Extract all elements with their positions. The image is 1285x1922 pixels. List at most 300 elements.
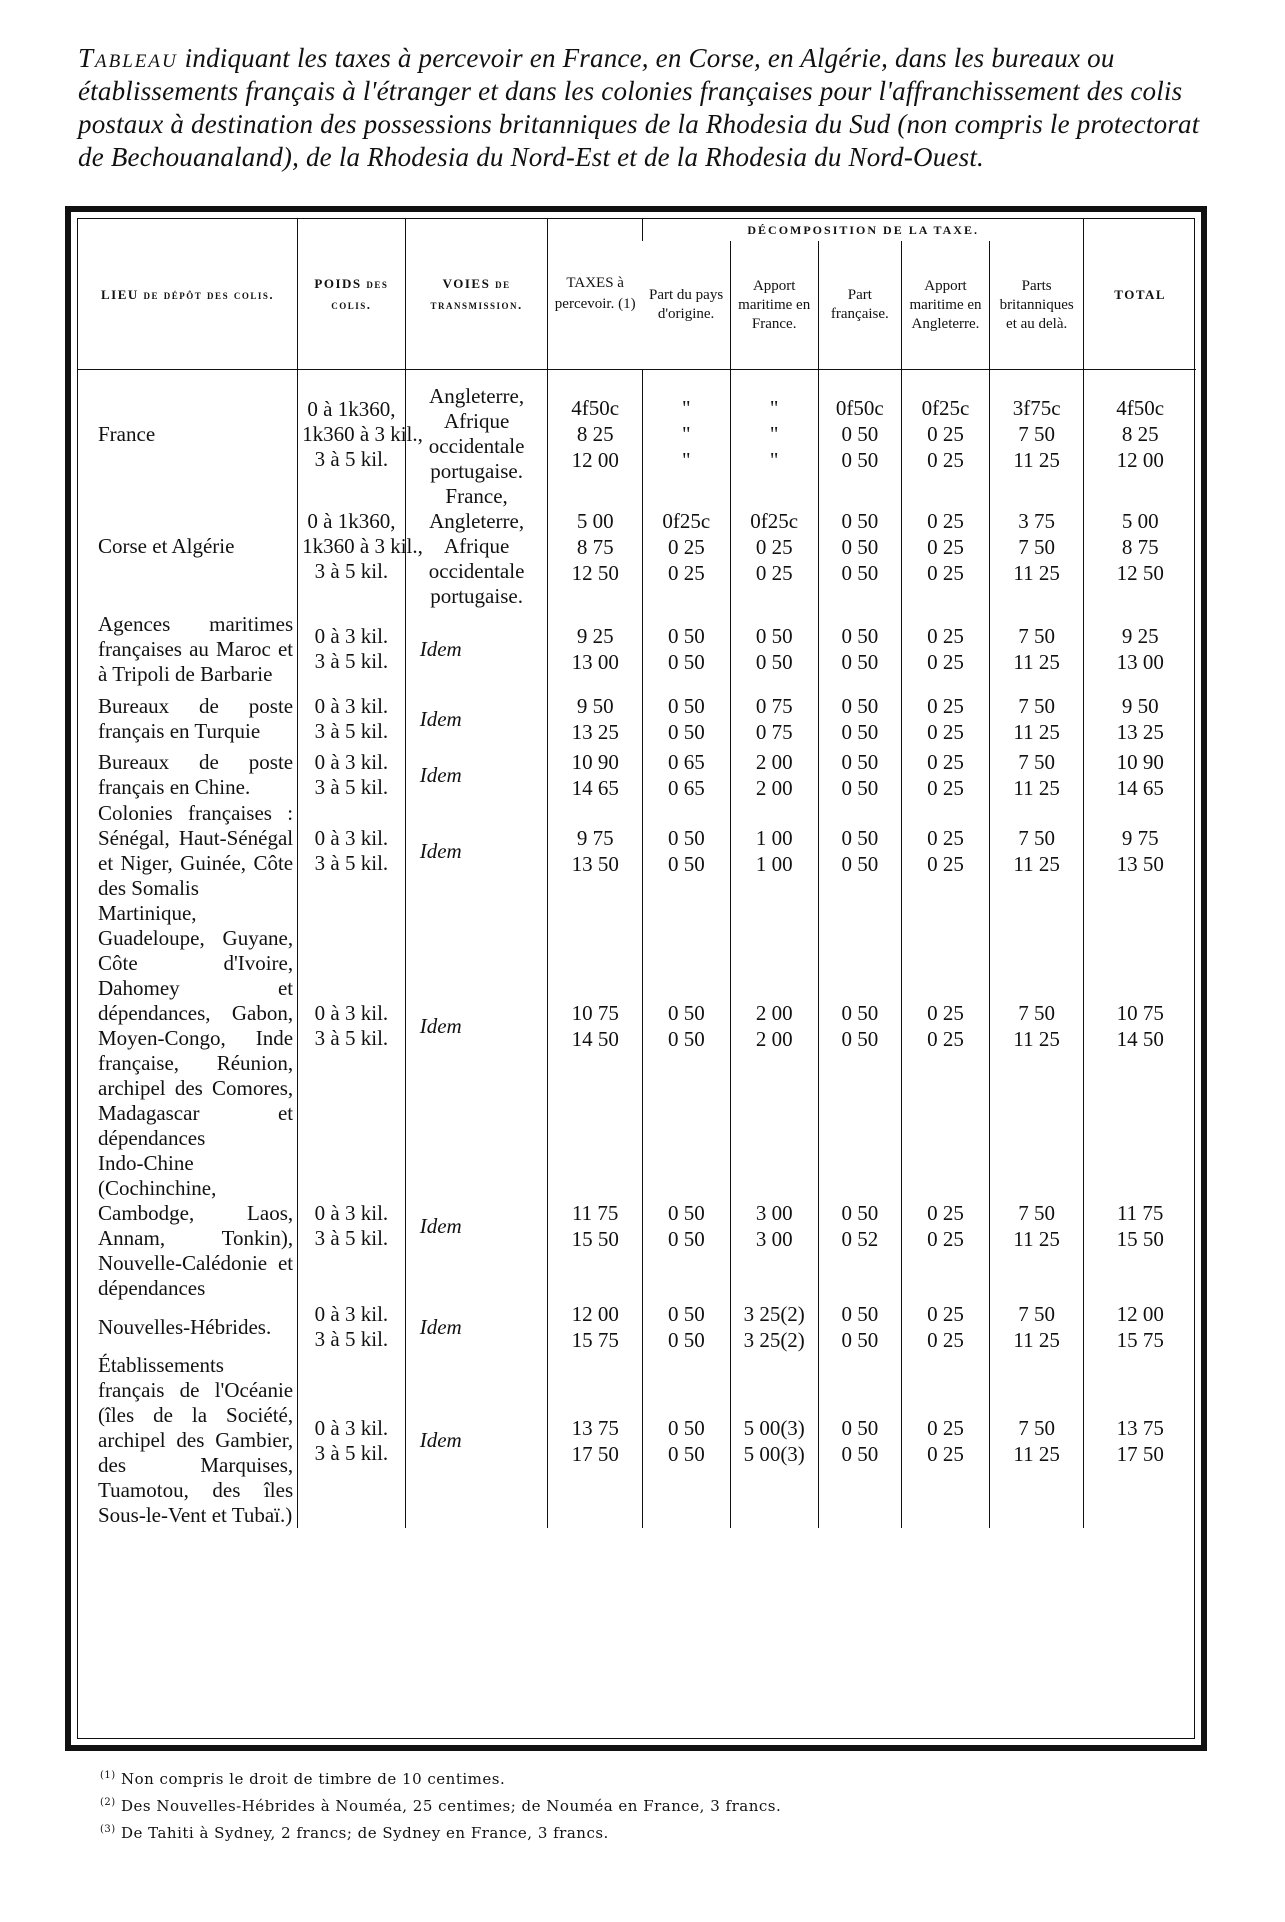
poids-cell bbox=[298, 1353, 406, 1528]
part-francaise-cell bbox=[818, 484, 901, 609]
lieu-cell: Corse et Algérie bbox=[98, 534, 235, 558]
total-cell bbox=[1084, 370, 1196, 485]
value-line: 7 50 bbox=[1018, 694, 1056, 718]
poids-line: 3 à 5 kil. bbox=[314, 719, 389, 743]
value-line: 11 25 bbox=[1013, 776, 1060, 800]
value-line: 0 50 bbox=[667, 720, 705, 744]
value-line: 0 25 bbox=[667, 534, 705, 559]
value-line: 12 00 bbox=[571, 1302, 619, 1326]
value-line: 7 50 bbox=[1018, 624, 1056, 648]
value-line: 15 50 bbox=[571, 1227, 619, 1251]
part-origine-cell bbox=[642, 609, 730, 689]
apport-france-cell bbox=[730, 749, 818, 801]
value-line: 0 50 bbox=[667, 1302, 705, 1326]
poids-line: 0 à 1k360, bbox=[307, 396, 396, 421]
value-line: 0 50 bbox=[841, 1302, 879, 1326]
value-line: 11 25 bbox=[1013, 650, 1060, 674]
voie-cell: Idem bbox=[405, 689, 548, 749]
table-header bbox=[78, 219, 1196, 370]
apport-france-cell bbox=[730, 901, 818, 1151]
voie-cell: Idem bbox=[405, 1151, 548, 1301]
total-cell bbox=[1084, 901, 1196, 1151]
value-line: 15 50 bbox=[1116, 1227, 1164, 1251]
value-line: 14 50 bbox=[571, 1027, 619, 1051]
value-line: 0 25 bbox=[927, 1001, 964, 1025]
value-line: 12 50 bbox=[1116, 560, 1164, 585]
total-cell bbox=[1084, 484, 1196, 609]
header-apport-angleterre: Apport maritime en Angleterre. bbox=[902, 241, 990, 370]
part-francaise-cell bbox=[818, 609, 901, 689]
value-line: 9 25 bbox=[576, 624, 614, 648]
parts-britanniques-cell bbox=[989, 1301, 1083, 1353]
value-line: 0 25 bbox=[927, 1328, 964, 1352]
footnote-mark: (3) bbox=[100, 1824, 116, 1835]
value-line: 7 50 bbox=[1018, 422, 1056, 446]
taxes-cell bbox=[548, 484, 642, 609]
poids-cell bbox=[298, 801, 406, 901]
header-poids: POIDS des colis. bbox=[298, 219, 406, 370]
value-line: 0 25 bbox=[927, 750, 964, 774]
taxes-cell bbox=[548, 1151, 642, 1301]
apport-angleterre-cell bbox=[902, 801, 990, 901]
voie-cell: Idem bbox=[405, 609, 548, 689]
value-line: 17 50 bbox=[571, 1441, 619, 1466]
value-line: 0 25 bbox=[927, 422, 964, 446]
value-line: 7 50 bbox=[1018, 750, 1056, 774]
value-line: 14 65 bbox=[1116, 776, 1164, 800]
value-line: 0 50 bbox=[667, 624, 705, 648]
value-line: 11 75 bbox=[571, 1201, 619, 1225]
lieu-cell: Colonies françaises : Sénégal, Haut-Sénégal et Niger, Guinée, Côte des Somalis bbox=[98, 801, 294, 900]
poids-cell bbox=[298, 689, 406, 749]
parts-britanniques-cell bbox=[989, 689, 1083, 749]
part-origine-cell bbox=[642, 749, 730, 801]
value-line: 0 65 bbox=[667, 750, 705, 774]
voie-cell: Idem bbox=[405, 749, 548, 801]
value-line: 3 00 bbox=[755, 1201, 793, 1225]
value-line: 0 25 bbox=[927, 1227, 964, 1251]
value-line: 0 25 bbox=[927, 448, 964, 472]
lieu-cell: Indo-Chine (Cochinchine, Cambodge, Laos, Annam, Tonkin), Nouvelle-Calédonie et dépendances bbox=[98, 1151, 294, 1300]
apport-angleterre-cell bbox=[902, 749, 990, 801]
value-line: 0 50 bbox=[841, 1001, 879, 1025]
apport-france-cell bbox=[730, 484, 818, 609]
table-row bbox=[78, 370, 1196, 485]
value-line: 0 50 bbox=[841, 694, 879, 718]
taxes-cell bbox=[548, 1353, 642, 1528]
value-line: 11 25 bbox=[1013, 852, 1060, 876]
parts-britanniques-cell bbox=[989, 370, 1083, 485]
value-line: 0 50 bbox=[667, 1441, 705, 1466]
value-line: 7 50 bbox=[1018, 1302, 1056, 1326]
value-line: 0 50 bbox=[841, 624, 879, 648]
value-line: 1 00 bbox=[755, 826, 793, 850]
apport-france-cell bbox=[730, 689, 818, 749]
poids-line: 3 à 5 kil. bbox=[314, 649, 389, 673]
value-line: 0 50 bbox=[667, 852, 705, 876]
table-row bbox=[78, 1353, 1196, 1528]
value-line: 0 25 bbox=[927, 508, 964, 533]
apport-france-cell bbox=[730, 801, 818, 901]
poids-line: 3 à 5 kil. bbox=[314, 851, 389, 875]
taxes-cell bbox=[548, 901, 642, 1151]
lieu-cell: Agences maritimes françaises au Maroc et à Tripoli de Barbarie bbox=[98, 611, 294, 686]
part-origine-cell bbox=[642, 801, 730, 901]
apport-angleterre-cell bbox=[902, 901, 990, 1151]
footnote-text: Non compris le droit de timbre de 10 centimes. bbox=[120, 1770, 506, 1788]
value-line: 2 00 bbox=[755, 1027, 793, 1051]
poids-line: 3 à 5 kil. bbox=[314, 1440, 389, 1465]
taxes-cell bbox=[548, 801, 642, 901]
poids-cell bbox=[298, 484, 423, 609]
parts-britanniques-cell bbox=[989, 801, 1083, 901]
value-line: 0 25 bbox=[927, 720, 964, 744]
poids-line: 1k360 à 3 kil., bbox=[302, 534, 423, 558]
value-line: 0 50 bbox=[667, 1328, 705, 1352]
value-line: 0 50 bbox=[841, 534, 879, 559]
value-line: 3 75 bbox=[1018, 508, 1056, 533]
value-line: 1 00 bbox=[755, 852, 793, 876]
poids-cell bbox=[298, 749, 406, 801]
value-line: 0 50 bbox=[841, 422, 879, 446]
poids-line: 0 à 3 kil. bbox=[314, 750, 389, 774]
apport-angleterre-cell bbox=[902, 1353, 990, 1528]
value-line: 0 50 bbox=[667, 694, 705, 718]
value-line: 0 50 bbox=[667, 1027, 705, 1051]
apport-angleterre-cell bbox=[902, 370, 990, 485]
total-cell bbox=[1084, 609, 1196, 689]
value-line: 3 25(2) bbox=[743, 1328, 805, 1352]
taxes-cell bbox=[548, 370, 642, 485]
header-voies: VOIES de transmission. bbox=[405, 219, 548, 370]
value-line: 3f75c bbox=[1012, 396, 1061, 420]
table-row bbox=[78, 749, 1196, 801]
value-line: 11 25 bbox=[1013, 1441, 1060, 1466]
value-line: 11 25 bbox=[1013, 1027, 1060, 1051]
poids-line: 3 à 5 kil. bbox=[314, 1226, 389, 1250]
value-line: 0 75 bbox=[755, 694, 793, 718]
value-line: 10 75 bbox=[1116, 1001, 1164, 1025]
poids-line: 0 à 3 kil. bbox=[314, 1201, 389, 1225]
part-origine-cell bbox=[642, 1151, 730, 1301]
parts-britanniques-cell bbox=[989, 749, 1083, 801]
part-origine-cell bbox=[642, 1301, 730, 1353]
voie-cell: Idem bbox=[405, 1353, 548, 1528]
value-line: " bbox=[769, 448, 779, 472]
value-line: 0 75 bbox=[755, 720, 793, 744]
lieu-cell: Nouvelles-Hébrides. bbox=[98, 1314, 272, 1339]
value-line: 8 75 bbox=[1121, 534, 1159, 559]
apport-angleterre-cell bbox=[902, 609, 990, 689]
value-line: 11 25 bbox=[1013, 560, 1060, 585]
poids-line: 0 à 3 kil. bbox=[314, 1302, 389, 1326]
value-line: 0 50 bbox=[755, 650, 793, 674]
table-row bbox=[78, 901, 1196, 1151]
value-line: 0 50 bbox=[841, 1441, 879, 1466]
value-line: 14 65 bbox=[571, 776, 619, 800]
footnotes bbox=[100, 1764, 1180, 1845]
poids-line: 3 à 5 kil. bbox=[314, 1327, 389, 1351]
apport-angleterre-cell bbox=[902, 689, 990, 749]
part-francaise-cell bbox=[818, 689, 901, 749]
header-parts-britanniques: Parts britanniques et au delà. bbox=[989, 241, 1083, 370]
value-line: 0 50 bbox=[841, 750, 879, 774]
value-line: 0 50 bbox=[841, 560, 879, 585]
taxes-cell bbox=[548, 689, 642, 749]
table-row bbox=[78, 1301, 1196, 1353]
value-line: 13 25 bbox=[1116, 720, 1164, 744]
header-apport-france: Apport maritime en France. bbox=[730, 241, 818, 370]
poids-line: 0 à 1k360, bbox=[307, 509, 396, 533]
value-line: 2 00 bbox=[755, 776, 793, 800]
taxes-cell bbox=[548, 609, 642, 689]
value-line: 0 25 bbox=[927, 624, 964, 648]
lieu-cell: Bureaux de poste français en Chine. bbox=[98, 750, 294, 799]
part-francaise-cell bbox=[818, 801, 901, 901]
value-line: 13 00 bbox=[571, 650, 619, 674]
parts-britanniques-cell bbox=[989, 1151, 1083, 1301]
parts-britanniques-cell bbox=[989, 1353, 1083, 1528]
value-line: 0 50 bbox=[841, 1027, 879, 1051]
value-line: 13 50 bbox=[571, 852, 619, 876]
value-line: 0 50 bbox=[667, 1227, 705, 1251]
footnote-1 bbox=[100, 1764, 1180, 1791]
footnote-text: Des Nouvelles-Hébrides à Nouméa, 25 centimes; de Nouméa en France, 3 francs. bbox=[120, 1797, 782, 1815]
part-francaise-cell bbox=[818, 1353, 901, 1528]
value-line: 13 75 bbox=[571, 1415, 619, 1440]
value-line: 11 25 bbox=[1013, 448, 1060, 472]
taxes-cell bbox=[548, 1301, 642, 1353]
part-francaise-cell bbox=[818, 370, 901, 485]
value-line: 0 50 bbox=[841, 508, 879, 533]
value-line: 0 50 bbox=[841, 776, 879, 800]
value-line: " bbox=[769, 422, 779, 446]
value-line: 0 25 bbox=[927, 1201, 964, 1225]
value-line: 0 50 bbox=[841, 1415, 879, 1440]
value-line: 5 00(3) bbox=[743, 1415, 805, 1440]
value-line: 15 75 bbox=[1116, 1328, 1164, 1352]
table-row bbox=[78, 801, 1196, 901]
value-line: 0 50 bbox=[667, 1415, 705, 1440]
total-cell bbox=[1084, 1353, 1196, 1528]
rate-table-frame bbox=[65, 206, 1207, 1751]
value-line: 0f25c bbox=[662, 508, 711, 533]
table-body bbox=[78, 370, 1196, 1529]
value-line: 9 50 bbox=[1121, 694, 1159, 718]
value-line: 0 50 bbox=[841, 720, 879, 744]
title-lead: Tableau bbox=[78, 43, 178, 73]
header-part-origine: Part du pays d'origine. bbox=[642, 241, 730, 370]
voie-cell: Idem bbox=[405, 1301, 548, 1353]
value-line: 8 25 bbox=[576, 422, 614, 446]
value-line: 0 50 bbox=[841, 826, 879, 850]
value-line: 13 75 bbox=[1116, 1415, 1164, 1440]
value-line: 5 00(3) bbox=[743, 1441, 805, 1466]
parts-britanniques-cell bbox=[989, 609, 1083, 689]
value-line: 7 50 bbox=[1018, 1001, 1056, 1025]
value-line: 3 25(2) bbox=[743, 1302, 805, 1326]
part-francaise-cell bbox=[818, 1151, 901, 1301]
value-line: 9 50 bbox=[576, 694, 614, 718]
value-line: 0f25c bbox=[750, 508, 799, 533]
value-line: 0 25 bbox=[927, 776, 964, 800]
value-line: 15 75 bbox=[571, 1328, 619, 1352]
footnote-text: De Tahiti à Sydney, 2 francs; de Sydney en France, 3 francs. bbox=[120, 1824, 609, 1842]
voie-cell: Angleterre, Afrique occidentale portugaise. bbox=[405, 370, 548, 485]
apport-france-cell bbox=[730, 609, 818, 689]
apport-angleterre-cell bbox=[902, 484, 990, 609]
value-line: 12 00 bbox=[1116, 1302, 1164, 1326]
total-cell bbox=[1084, 689, 1196, 749]
value-line: 2 00 bbox=[755, 1001, 793, 1025]
header-total: TOTAL bbox=[1084, 219, 1196, 370]
value-line: 9 25 bbox=[1121, 624, 1159, 648]
value-line: 14 50 bbox=[1116, 1027, 1164, 1051]
value-line: 0 50 bbox=[667, 650, 705, 674]
value-line: 2 00 bbox=[755, 750, 793, 774]
value-line: 9 75 bbox=[576, 826, 614, 850]
value-line: " bbox=[769, 396, 779, 420]
part-origine-cell bbox=[642, 901, 730, 1151]
value-line: 0 25 bbox=[755, 534, 793, 559]
apport-angleterre-cell bbox=[902, 1301, 990, 1353]
part-origine-cell bbox=[642, 689, 730, 749]
part-origine-cell bbox=[642, 370, 730, 485]
header-decomposition: DÉCOMPOSITION DE LA TAXE. bbox=[642, 219, 1083, 241]
poids-cell bbox=[298, 1301, 406, 1353]
value-line: 10 90 bbox=[571, 750, 619, 774]
poids-cell bbox=[298, 1151, 406, 1301]
value-line: 0 25 bbox=[927, 534, 964, 559]
value-line: 0 50 bbox=[841, 852, 879, 876]
table-row bbox=[78, 1151, 1196, 1301]
value-line: 8 25 bbox=[1121, 422, 1159, 446]
poids-line: 0 à 3 kil. bbox=[314, 694, 389, 718]
value-line: 0 65 bbox=[667, 776, 705, 800]
voie-cell: Idem bbox=[405, 901, 548, 1151]
value-line: 4f50c bbox=[1116, 396, 1165, 420]
value-line: 5 00 bbox=[1121, 508, 1159, 533]
value-line: " bbox=[682, 396, 691, 420]
value-line: 7 50 bbox=[1018, 826, 1056, 850]
value-line: 11 25 bbox=[1013, 1227, 1060, 1251]
lieu-cell: Bureaux de poste français en Turquie bbox=[98, 694, 294, 743]
value-line: 0 50 bbox=[755, 624, 793, 648]
poids-line: 1k360 à 3 kil., bbox=[302, 421, 423, 446]
rate-table-inner bbox=[77, 218, 1195, 1739]
lieu-cell: Martinique, Guadeloupe, Guyane, Côte d'Ivoire, Dahomey et dépendances, Gabon, Moyen-Congo, Inde française, Réunion, archipel des Comores, Madagascar et dépendances bbox=[98, 901, 294, 1150]
total-cell bbox=[1084, 1151, 1196, 1301]
document-title bbox=[78, 42, 1208, 174]
value-line: 0 25 bbox=[927, 560, 964, 585]
value-line: 8 75 bbox=[576, 534, 614, 559]
part-francaise-cell bbox=[818, 1301, 901, 1353]
value-line: " bbox=[682, 422, 691, 446]
value-line: 4f50c bbox=[571, 396, 620, 420]
parts-britanniques-cell bbox=[989, 901, 1083, 1151]
value-line: 11 75 bbox=[1116, 1201, 1164, 1225]
value-line: 0 50 bbox=[841, 650, 879, 674]
value-line: 0 25 bbox=[667, 560, 705, 585]
table-row bbox=[78, 484, 1196, 609]
value-line: 0 50 bbox=[841, 1201, 879, 1225]
poids-line: 0 à 3 kil. bbox=[314, 826, 389, 850]
value-line: 7 50 bbox=[1018, 1201, 1056, 1225]
value-line: 7 50 bbox=[1018, 1415, 1056, 1440]
value-line: 12 00 bbox=[571, 448, 619, 472]
value-line: 0f50c bbox=[835, 396, 884, 420]
value-line: 0 25 bbox=[755, 560, 793, 585]
footnote-mark: (2) bbox=[100, 1797, 116, 1808]
value-line: 5 00 bbox=[576, 508, 614, 533]
voie-cell: France, Angleterre, Afrique occidentale portugaise. bbox=[405, 484, 548, 609]
title-text: indiquant les taxes à percevoir en France, en Corse, en Algérie, dans les bureaux ou établissements français à l'étranger et dans les colonies françaises pour l'affranchissement des colis postaux à destination des possessions britanniques de la Rhodesia du Sud (non compris le protectorat de Bechouanaland), de la Rhodesia du Nord-Est et de la Rhodesia du Nord-Ouest. bbox=[78, 43, 1200, 172]
poids-cell bbox=[298, 609, 406, 689]
value-line: 12 50 bbox=[571, 560, 619, 585]
value-line: 0 25 bbox=[927, 1302, 964, 1326]
value-line: " bbox=[682, 448, 691, 472]
poids-line: 3 à 5 kil. bbox=[314, 559, 389, 583]
value-line: 0 25 bbox=[927, 826, 964, 850]
part-origine-cell bbox=[642, 484, 730, 609]
apport-france-cell bbox=[730, 1151, 818, 1301]
value-line: 0 50 bbox=[667, 826, 705, 850]
value-line: 0 25 bbox=[927, 694, 964, 718]
poids-line: 3 à 5 kil. bbox=[314, 446, 389, 471]
value-line: 10 90 bbox=[1116, 750, 1164, 774]
value-line: 7 50 bbox=[1018, 534, 1056, 559]
rate-table bbox=[78, 219, 1196, 1528]
value-line: 13 25 bbox=[571, 720, 619, 744]
lieu-cell: Établissements français de l'Océanie (îles de la Société, archipel des Gambier, des Marquises, Tuamotou, des îles Sous-le-Vent et Tubaï.) bbox=[98, 1353, 294, 1527]
value-line: 0 25 bbox=[927, 1441, 964, 1466]
value-line: 9 75 bbox=[1121, 826, 1159, 850]
value-line: 13 50 bbox=[1116, 852, 1164, 876]
poids-line: 0 à 3 kil. bbox=[314, 624, 389, 648]
value-line: 17 50 bbox=[1116, 1441, 1164, 1466]
value-line: 0 25 bbox=[927, 1415, 964, 1440]
poids-cell bbox=[298, 370, 423, 485]
part-francaise-cell bbox=[818, 901, 901, 1151]
value-line: 0 50 bbox=[667, 1001, 705, 1025]
footnote-2 bbox=[100, 1791, 1180, 1818]
poids-line: 0 à 3 kil. bbox=[314, 1001, 389, 1025]
voie-cell: Idem bbox=[405, 801, 548, 901]
value-line: 0 25 bbox=[927, 1027, 964, 1051]
value-line: 0f25c bbox=[921, 396, 970, 420]
value-line: 12 00 bbox=[1116, 448, 1164, 472]
poids-cell bbox=[298, 901, 406, 1151]
table-row bbox=[78, 609, 1196, 689]
value-line: 11 25 bbox=[1013, 720, 1060, 744]
header-taxes: TAXES à percevoir. (1) bbox=[548, 219, 642, 370]
apport-france-cell bbox=[730, 1301, 818, 1353]
value-line: 0 25 bbox=[927, 852, 964, 876]
poids-line: 3 à 5 kil. bbox=[314, 1026, 389, 1050]
taxes-cell bbox=[548, 749, 642, 801]
header-lieu: LIEU de dépôt des colis. bbox=[78, 219, 298, 370]
value-line: 3 00 bbox=[755, 1227, 793, 1251]
value-line: 10 75 bbox=[571, 1001, 619, 1025]
part-origine-cell bbox=[642, 1353, 730, 1528]
value-line: 11 25 bbox=[1013, 1328, 1060, 1352]
value-line: 0 25 bbox=[927, 650, 964, 674]
lieu-cell: France bbox=[98, 421, 156, 446]
apport-france-cell bbox=[730, 370, 818, 485]
value-line: 0 50 bbox=[667, 1201, 705, 1225]
apport-angleterre-cell bbox=[902, 1151, 990, 1301]
value-line: 13 00 bbox=[1116, 650, 1164, 674]
